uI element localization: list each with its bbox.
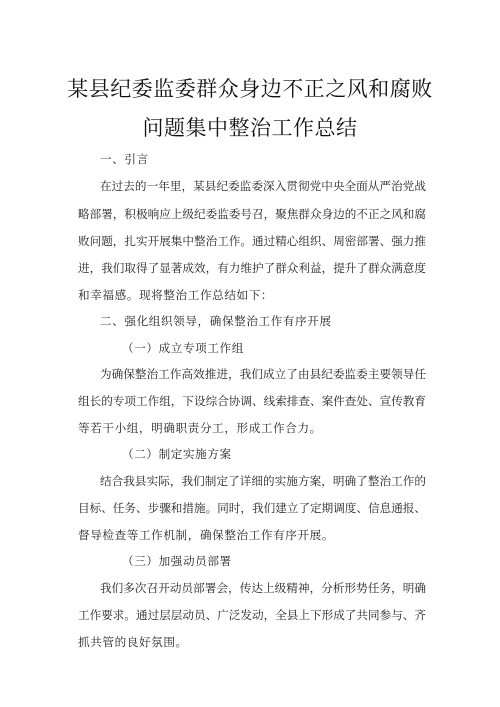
paragraph-line: 败问题，扎实开展集中整治工作。通过精心组织、周密部署、强力推 (78, 234, 426, 248)
document-title-line-1: 某县纪委监委群众身边不正之风和腐败 (67, 77, 433, 101)
subsection-heading-3: （三）加强动员部署 (122, 554, 232, 568)
subsection-heading-2: （二）制定实施方案 (122, 447, 232, 461)
paragraph-line: 目标、任务、步骤和措施。同时，我们建立了定期调度、信息通报、 (78, 501, 426, 515)
paragraph-line: 略部署，积极响应上级纪委监委号召，聚焦群众身边的不正之风和腐 (78, 207, 426, 221)
paragraph-line: 和幸福感。现将整治工作总结如下： (78, 288, 274, 302)
paragraph-line: 抓共管的良好氛围。 (78, 635, 188, 649)
paragraph-line: 工作要求。通过层层动员、广泛发动，全县上下形成了共同参与、齐 (78, 608, 426, 622)
paragraph-line: 结合我县实际，我们制定了详细的实施方案，明确了整治工作的 (100, 474, 426, 488)
paragraph-line: 督导检查等工作机制，确保整治工作有序开展。 (78, 528, 335, 542)
paragraph-line: 为确保整治工作高效推进，我们成立了由县纪委监委主要领导任 (100, 367, 426, 381)
section-heading-organization: 二、强化组织领导，确保整治工作有序开展 (100, 314, 332, 328)
paragraph-line: 等若干小组，明确职责分工，形成工作合力。 (78, 421, 322, 435)
subsection-heading-1: （一）成立专项工作组 (122, 341, 244, 355)
paragraph-line: 进，我们取得了显著成效，有力维护了群众利益，提升了群众满意度 (78, 261, 426, 275)
section-heading-intro: 一、引言 (100, 152, 149, 166)
document-title-line-2: 问题集中整治工作总结 (142, 116, 358, 140)
paragraph-line: 组长的专项工作组，下设综合协调、线索排查、案件查处、宣传教育 (78, 394, 426, 408)
paragraph-line: 在过去的一年里，某县纪委监委深入贯彻党中央全面从严治党战 (100, 179, 426, 193)
paragraph-line: 我们多次召开动员部署会，传达上级精神，分析形势任务，明确 (100, 581, 426, 595)
